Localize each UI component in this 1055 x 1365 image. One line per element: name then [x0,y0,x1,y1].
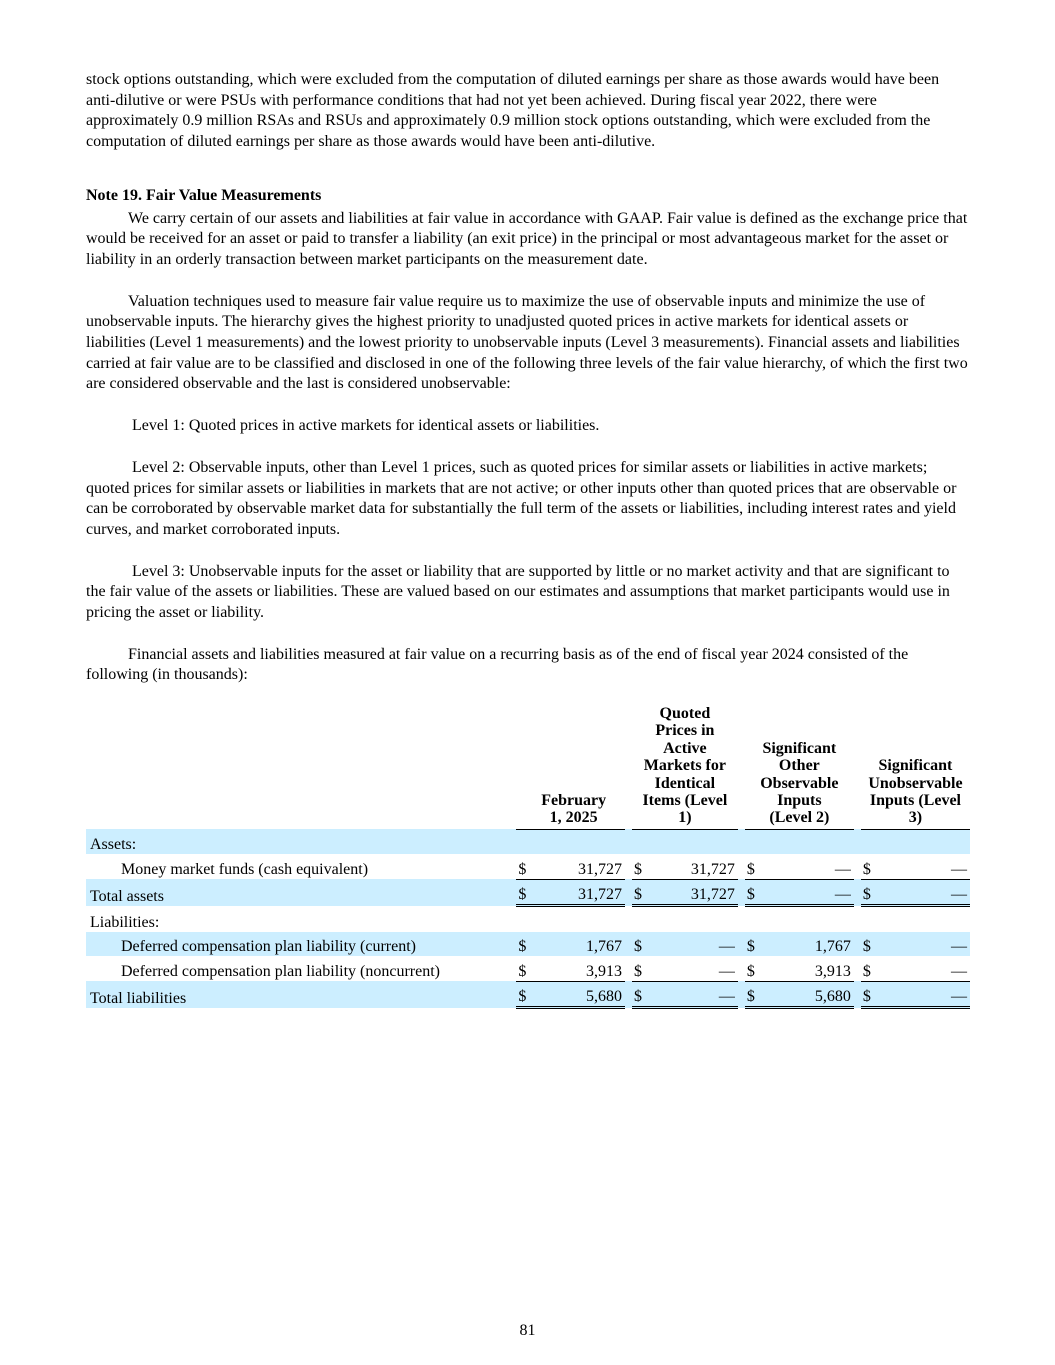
liabilities-label: Liabilities: [90,913,160,931]
value-date: 1,767 [532,932,625,957]
currency-symbol: $ [516,879,532,906]
note-title: Note 19. Fair Value Measurements [86,186,322,204]
table-row-total-liabilities [86,981,970,1008]
value-level-3: — [877,956,970,981]
intro-paragraph: stock options outstanding, which were excluded from the computation of diluted earnings per share as those awards would have been anti-dilutive or were PSUs with performance conditions that had not yet been achieved. During fiscal year 2022, there were approximately 0.9 million RSAs and RSUs and approximately 0.9 million stock options outstanding, which were excluded from the computation of diluted earnings per share as those awards would have been anti-dilutive. [86,71,940,151]
table-row-assets-heading [86,829,970,854]
currency-symbol: $ [632,956,648,981]
row-label: Money market funds (cash equivalent) [121,861,369,879]
valuation-techniques-paragraph: Valuation techniques used to measure fair value require us to maximize the use of observable inputs and minimize the use of unobservable inputs. The hierarchy gives the highest priority to unadjusted quoted prices in active markets for identical assets or liabilities (Level 1 measurements) and the lowest priority to unobservable inputs (Level 3 measurements). Financial assets and liabilities carried at fair value are to be classified and disclosed in one of the following three levels of the fair value hierarchy, of which the first two are considered observable and the last is considered unobservable: [86,292,968,393]
table-row [86,956,970,981]
currency-symbol: $ [861,932,877,957]
currency-symbol: $ [516,981,532,1008]
value-level-1: — [647,932,737,957]
value-level-3: — [877,981,970,1008]
value-level-3: — [877,932,970,957]
value-level-2: 1,767 [761,932,854,957]
assets-label: Assets: [86,829,509,854]
currency-symbol: $ [745,879,761,906]
value-date: 5,680 [532,981,625,1008]
row-label: Deferred compensation plan liability (current) [86,932,509,957]
value-level-1: 31,727 [647,854,737,879]
value-level-2: 5,680 [761,981,854,1008]
currency-symbol: $ [861,981,877,1008]
level-3-paragraph: Level 3: Unobservable inputs for the asset or liability that are supported by little or no market activity and that are significant to the fair value of the assets or liabilities. These are valued based on our estimates and assumptions that market participants would use in pricing the asset or liability. [86,562,950,622]
header-level-2: Significant Other Observable Inputs (Level 2) [745,705,854,829]
currency-symbol: $ [632,879,648,906]
row-label: Deferred compensation plan liability (noncurrent) [121,963,440,981]
value-date: 31,727 [532,879,625,906]
value-level-2: — [761,854,854,879]
table-row-total-assets [86,879,970,906]
header-date: February 1, 2025 [516,705,625,829]
value-level-2: 3,913 [761,956,854,981]
fair-value-table [86,705,970,1009]
table-intro-paragraph: Financial assets and liabilities measured at fair value on a recurring basis as of the end of fiscal year 2024 consisted of the following (in thousands): [86,645,909,684]
table-row-liabilities-heading [86,906,970,932]
currency-symbol: $ [632,932,648,957]
table-header-row [86,705,970,829]
currency-symbol: $ [861,879,877,906]
currency-symbol: $ [861,854,877,879]
value-level-1: — [647,956,737,981]
page-body [86,70,970,686]
value-level-3: — [877,854,970,879]
header-level-1: Quoted Prices in Active Markets for Identical Items (Level 1) [632,705,738,829]
currency-symbol: $ [745,854,761,879]
value-level-1: 31,727 [647,879,737,906]
row-label: Total assets [86,879,509,906]
value-date: 31,727 [532,854,625,879]
currency-symbol: $ [516,932,532,957]
currency-symbol: $ [632,854,648,879]
currency-symbol: $ [745,981,761,1008]
page-number: 81 [519,1322,536,1339]
header-level-3: Significant Unobservable Inputs (Level 3) [861,705,970,829]
value-date: 3,913 [532,956,625,981]
value-level-1: — [647,981,737,1008]
level-2-paragraph: Level 2: Observable inputs, other than Level 1 prices, such as quoted prices for similar assets or liabilities in active markets; quoted prices for similar assets or liabilities in markets that are not active; or other inputs other than quoted prices that are observable or can be corroborated by observable market data for substantially the full term of the assets or liabilities, including interest rates and yield curves, and market corroborated inputs. [86,458,957,538]
value-level-2: — [761,879,854,906]
currency-symbol: $ [861,956,877,981]
currency-symbol: $ [516,956,532,981]
row-label: Total liabilities [86,981,509,1008]
value-level-3: — [877,879,970,906]
table-row [86,932,970,957]
table-row [86,854,970,879]
fair-value-definition-paragraph: We carry certain of our assets and liabilities at fair value in accordance with GAAP. Fair value is defined as the exchange price that would be received for an asset or paid to transfer a liability (an exit price) in the principal or most advantageous market for the asset or liability in an orderly transaction between market participants on the measurement date. [86,209,968,268]
currency-symbol: $ [745,932,761,957]
level-1-paragraph: Level 1: Quoted prices in active markets for identical assets or liabilities. [132,417,600,435]
currency-symbol: $ [632,981,648,1008]
currency-symbol: $ [516,854,532,879]
currency-symbol: $ [745,956,761,981]
